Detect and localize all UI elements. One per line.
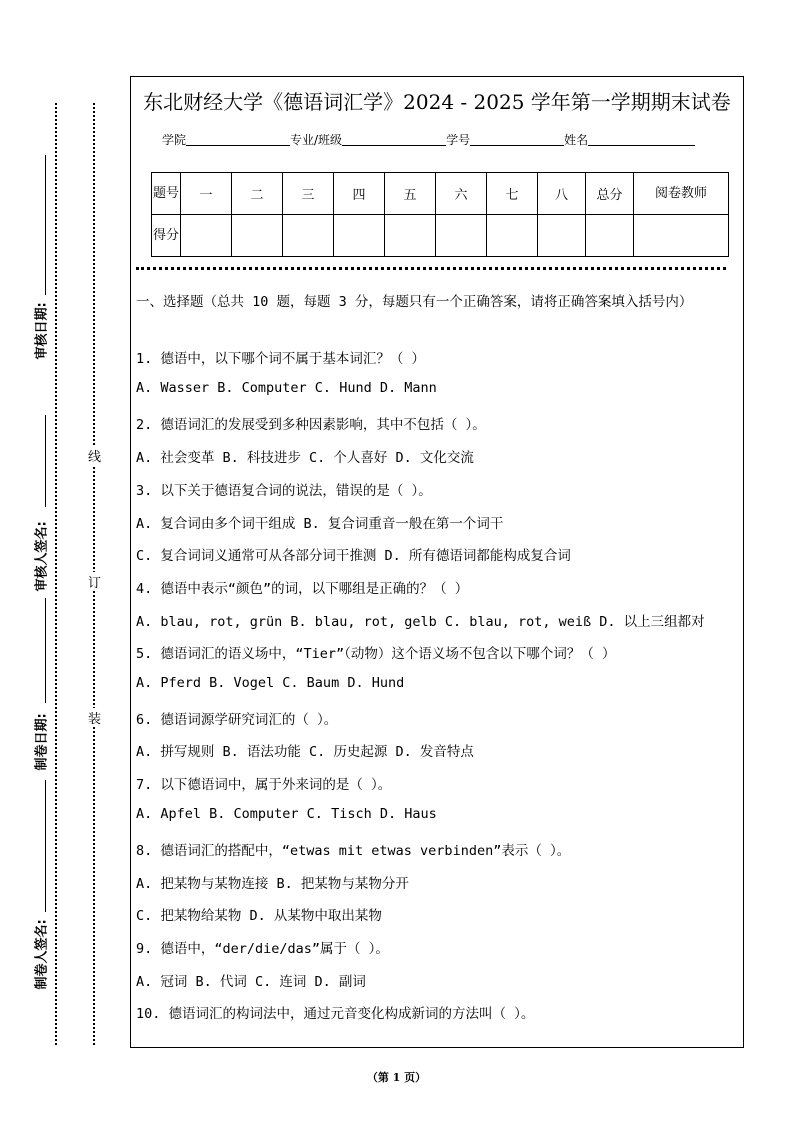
question-line: 6. 德语词源学研究词汇的（ ）。 <box>136 712 338 728</box>
score-cell[interactable] <box>487 215 538 257</box>
margin-char-bind: 订 <box>88 572 101 591</box>
review-date-label: 审核日期: <box>34 302 50 360</box>
school-field[interactable] <box>186 133 290 146</box>
score-cell[interactable] <box>385 215 436 257</box>
question-line: 7. 以下德语词中，属于外来词的是（ ）。 <box>136 777 392 793</box>
name-label: 姓名 <box>564 133 589 147</box>
col-total: 总分 <box>586 173 634 215</box>
margin-char-line: 线 <box>88 446 101 465</box>
options-line: A. 社会变革 B. 科技进步 C. 个人喜好 D. 文化交流 <box>136 450 474 466</box>
options-line: C. 把某物给某物 D. 从某物中取出某物 <box>136 908 382 924</box>
options-line: A. 拼写规则 B. 语法功能 C. 历史起源 D. 发音特点 <box>136 744 474 760</box>
col-4: 四 <box>334 173 385 215</box>
making-date-line <box>45 598 46 703</box>
options-line: A. Apfel B. Computer C. Tisch D. Haus <box>136 806 437 822</box>
student-id-label: 学号 <box>446 133 471 147</box>
score-table-head-score: 得分 <box>152 215 181 257</box>
question-line: 5. 德语词汇的语义场中，“Tier”（动物）这个语义场不包含以下哪个词？（ ） <box>136 646 616 662</box>
question-line: 4. 德语中表示“颜色”的词，以下哪组是正确的？（ ） <box>136 581 469 597</box>
options-line: C. 复合词词义通常可从各部分词干推测 D. 所有德语词都能构成复合词 <box>136 548 571 564</box>
score-cell[interactable] <box>634 215 729 257</box>
left-dotted-line <box>55 103 57 1045</box>
student-id-field[interactable] <box>470 133 564 146</box>
section1-intro: 一、选择题（总共 10 题，每题 3 分，每题只有一个正确答案，请将正确答案填入括号内） <box>136 294 693 310</box>
question-line: 9. 德语中，“der/die/das”属于（ ）。 <box>136 941 389 957</box>
student-info-row <box>162 131 695 148</box>
score-table <box>151 172 729 257</box>
col-3: 三 <box>283 173 334 215</box>
reviewer-sign-label: 审核人签名: <box>34 521 50 592</box>
col-8: 八 <box>538 173 586 215</box>
options-line: A. 复合词由多个词干组成 B. 复合词重音一般在第一个词干 <box>136 516 504 532</box>
options-line: A. Wasser B. Computer C. Hund D. Mann <box>136 380 437 396</box>
col-grader: 阅卷教师 <box>634 173 729 215</box>
score-cell[interactable] <box>436 215 487 257</box>
col-1: 一 <box>181 173 232 215</box>
dotted-separator <box>136 267 726 270</box>
col-6: 六 <box>436 173 487 215</box>
score-cell[interactable] <box>334 215 385 257</box>
making-date-label: 制卷日期: <box>34 713 50 771</box>
col-7: 七 <box>487 173 538 215</box>
col-2: 二 <box>232 173 283 215</box>
score-cell[interactable] <box>586 215 634 257</box>
review-date-line <box>45 155 46 295</box>
score-table-head-number: 题号 <box>152 173 181 215</box>
reviewer-sign-line <box>45 415 46 507</box>
question-line: 1. 德语中，以下哪个词不属于基本词汇？（ ） <box>136 351 426 367</box>
name-field[interactable] <box>588 133 695 146</box>
options-line: A. 把某物与某物连接 B. 把某物与某物分开 <box>136 876 409 892</box>
school-label: 学院 <box>162 133 187 147</box>
options-line: A. Pferd B. Vogel C. Baum D. Hund <box>136 675 405 691</box>
options-line: A. 冠词 B. 代词 C. 连词 D. 副词 <box>136 974 366 990</box>
score-cell[interactable] <box>232 215 283 257</box>
major-label: 专业/班级 <box>290 133 343 147</box>
question-line: 3. 以下关于德语复合词的说法，错误的是（ ）。 <box>136 483 432 499</box>
maker-sign-line <box>45 780 46 912</box>
margin-char-fold: 装 <box>88 708 101 727</box>
score-cell[interactable] <box>538 215 586 257</box>
question-line: 10. 德语词汇的构词法中，通过元音变化构成新词的方法叫（ ）。 <box>136 1006 535 1022</box>
maker-sign-label: 制卷人签名: <box>34 919 50 990</box>
col-5: 五 <box>385 173 436 215</box>
question-line: 2. 德语词汇的发展受到多种因素影响，其中不包括（ ）。 <box>136 417 486 433</box>
options-line: A. blau, rot, grün B. blau, rot, gelb C. blau, rot, weiß D. 以上三组都对 <box>136 614 705 630</box>
question-line: 8. 德语词汇的搭配中，“etwas mit etwas verbinden”表示（ ）。 <box>136 843 571 859</box>
exam-title: 东北财经大学《德语词汇学》2024 - 2025 学年第一学期期末试卷 <box>143 90 731 114</box>
page-number: （第 1 页） <box>366 1071 427 1084</box>
score-cell[interactable] <box>181 215 232 257</box>
score-cell[interactable] <box>283 215 334 257</box>
major-field[interactable] <box>342 133 446 146</box>
